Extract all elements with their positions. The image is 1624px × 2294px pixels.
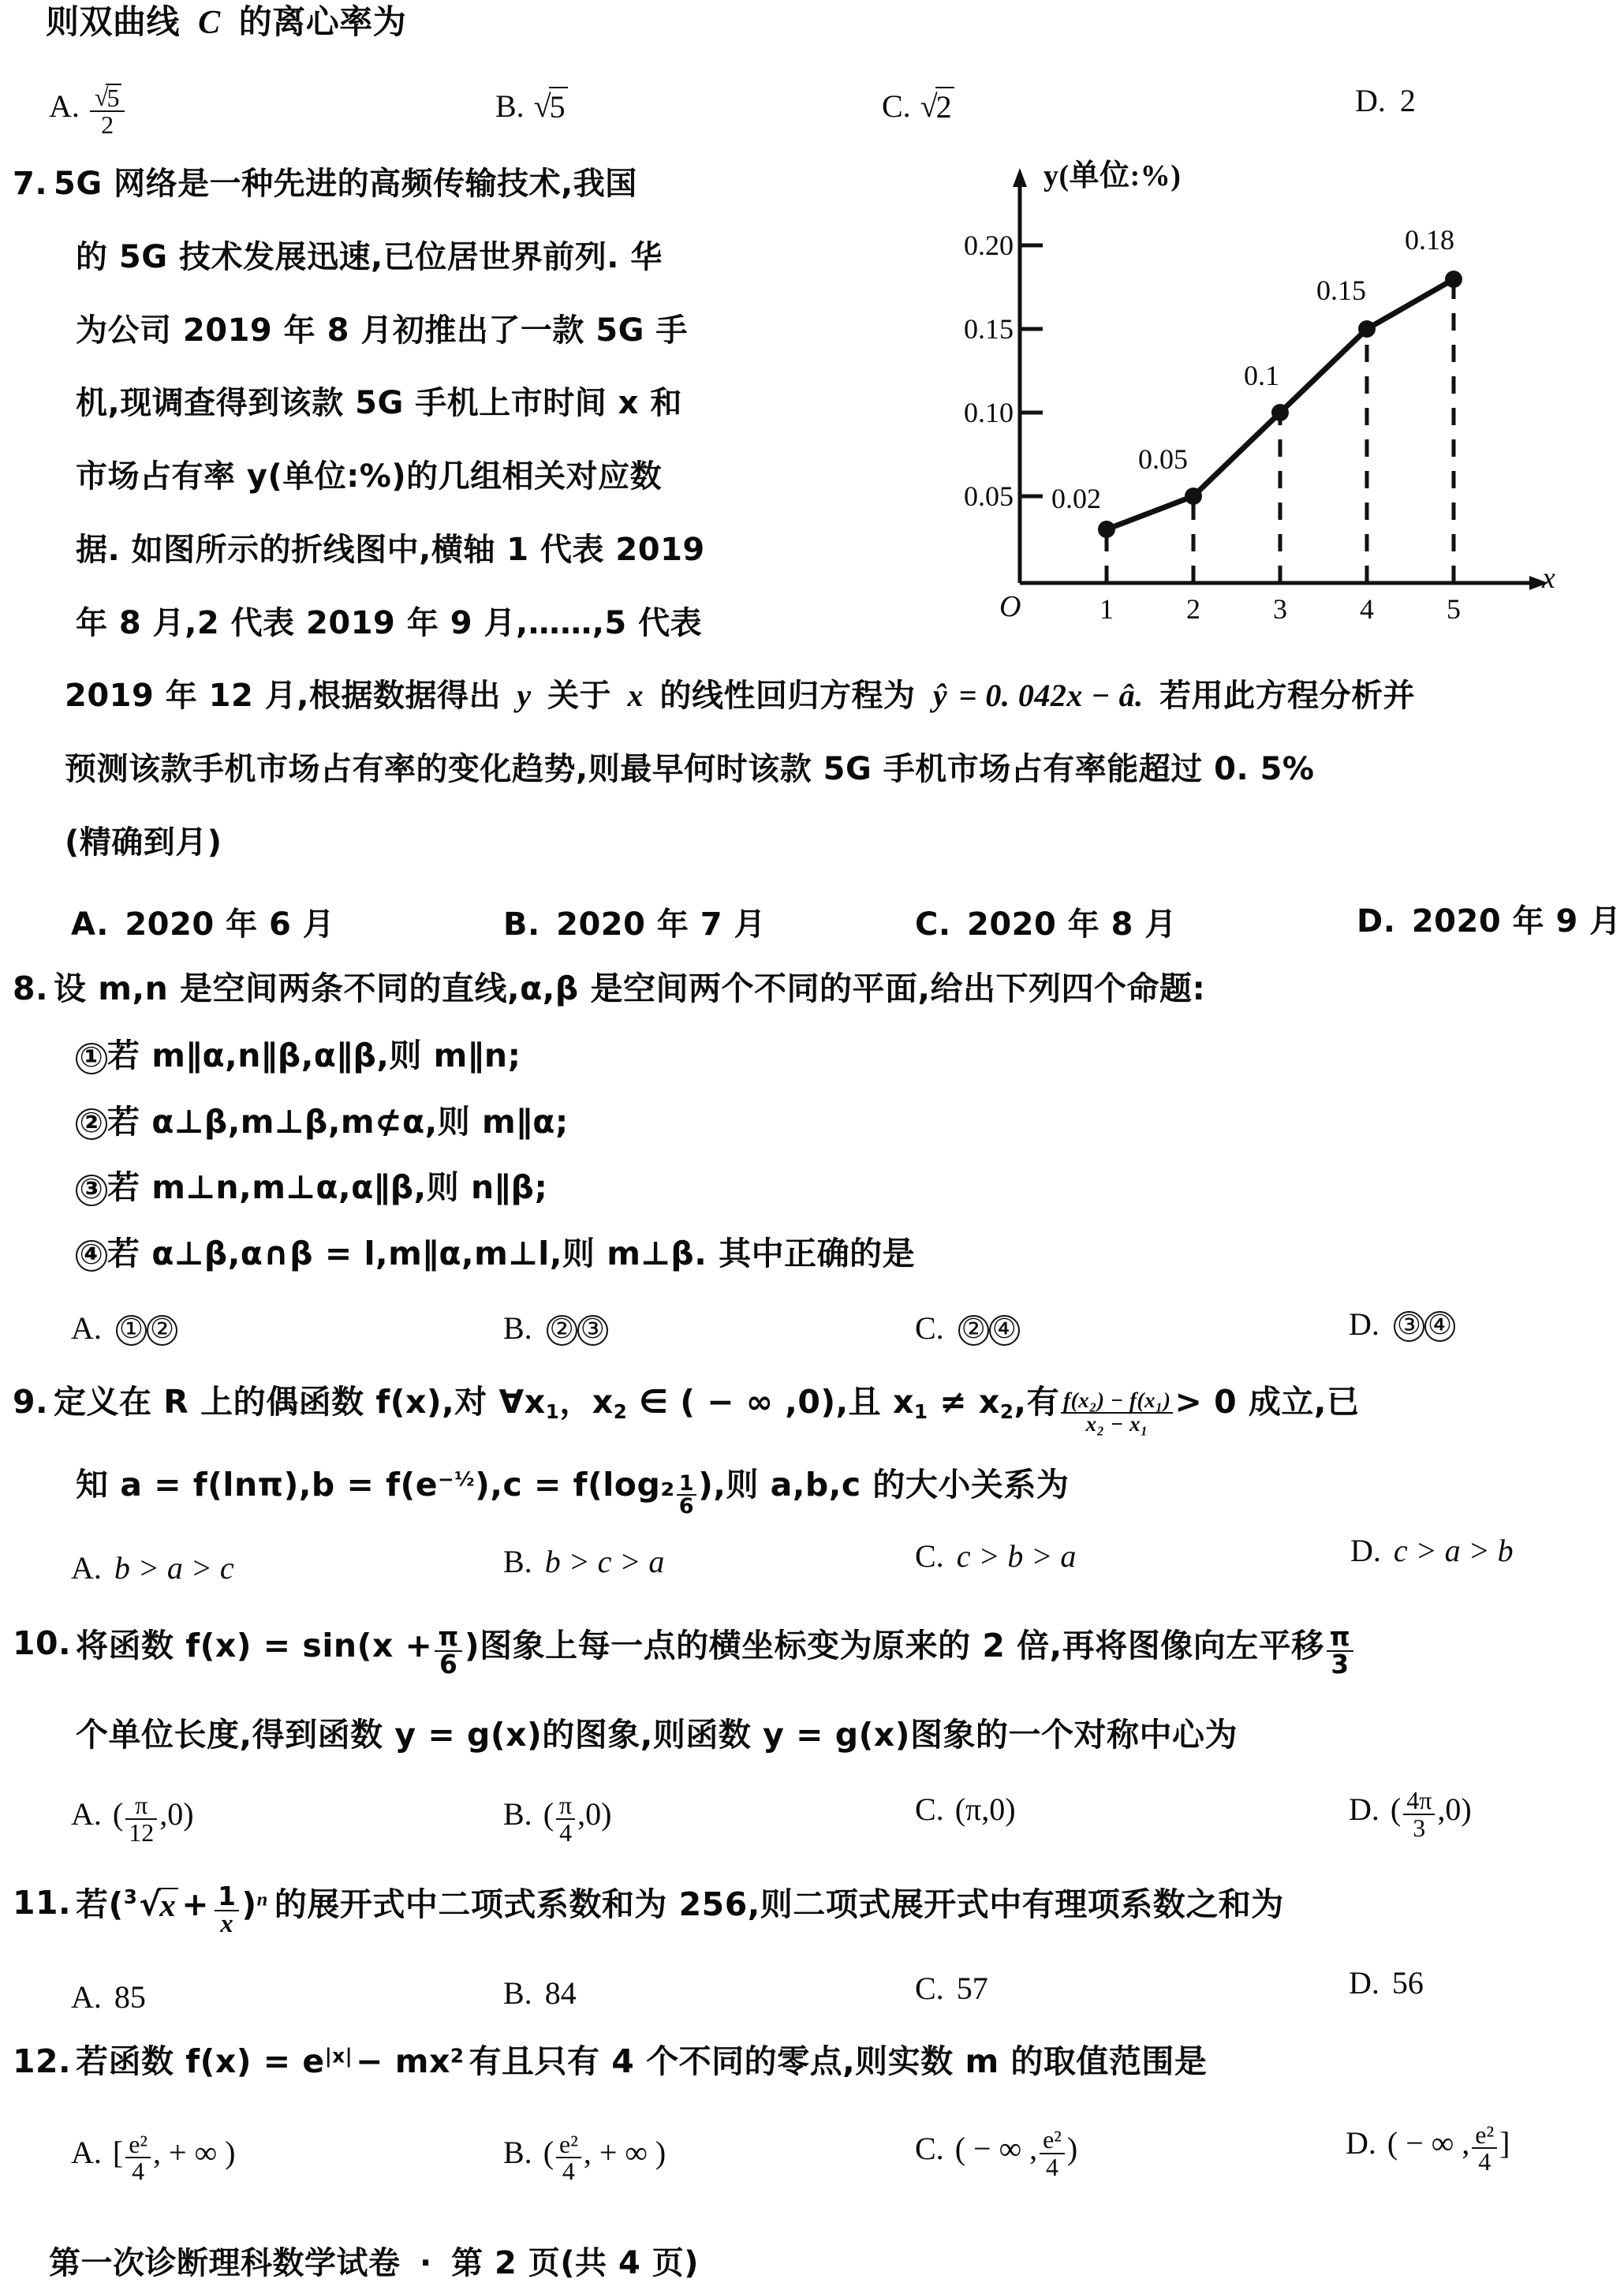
q12-exponent-abs: |x| — [324, 2045, 353, 2068]
q8-proposition-1-mark: ① — [76, 1043, 107, 1074]
q11-line1-b: ) — [241, 1885, 257, 1924]
q10-option-b-fraction — [556, 1792, 575, 1845]
q6-stem-pre: 则双曲线 — [46, 2, 181, 42]
q7-option-d-key: D. — [1357, 902, 1396, 940]
q9-difference-quotient — [1061, 1390, 1173, 1434]
q8-proposition-1 — [76, 1037, 521, 1075]
q11-fraction — [215, 1881, 239, 1939]
q7-regression-equation: = 0. 042x − â. — [958, 678, 1144, 714]
q9-number: 9. — [13, 1382, 49, 1421]
q10-option-c-key: C. — [915, 1791, 944, 1827]
q9-option-b-key: B. — [503, 1544, 532, 1580]
q7-line-7: 年 8 月,2 代表 2019 年 9 月,……,5 代表 — [76, 604, 703, 641]
q10-option-b-den: 4 — [556, 1818, 575, 1846]
q9-option-d-key: D. — [1350, 1533, 1381, 1569]
q7-option-d-text: 2020 年 9 月 — [1411, 902, 1622, 940]
q10-option-a-den: 12 — [125, 1818, 157, 1846]
q10-line-2: 个单位长度,得到函数 y = g(x)的图象,则函数 y = g(x)图象的一个对称中心为 — [76, 1715, 1238, 1754]
q8-option-c[interactable] — [915, 1310, 1020, 1347]
q12-option-c-open: ( − ∞ , — [954, 2130, 1038, 2166]
chart-point-label-2: 0.05 — [1138, 443, 1188, 476]
q9-line1-b: ，x — [559, 1382, 614, 1421]
footer-page-number: 第 2 页(共 4 页) — [451, 2245, 700, 2282]
q7-line8-d: 若用此方程分析并 — [1159, 678, 1416, 715]
q7-line-6: 据. 如图所示的折线图中,横轴 1 代表 2019 — [76, 531, 705, 568]
q9-line1-tail: > 0 成立,已 — [1174, 1382, 1360, 1421]
q10-option-d[interactable]: D. ( $\frac{4\pi}{3}$ ,0) — [1349, 1785, 1472, 1842]
q7-line-3: 为公司 2019 年 8 月初推出了一款 5G 手 — [76, 312, 688, 349]
q12-line-1 — [76, 2042, 1208, 2081]
q10-option-d-den: 3 — [1403, 1814, 1435, 1841]
chart-x-axis-title: x — [1542, 562, 1555, 596]
q12-option-c-rest: ) — [1066, 2130, 1078, 2166]
q7-option-a-text: 2020 年 6 月 — [125, 906, 335, 943]
q8-proposition-4-text: 若 α⊥β,α∩β = l,m∥α,m⊥l,则 m⊥β. 其中正确的是 — [106, 1234, 916, 1272]
q12-option-a[interactable] — [71, 2129, 236, 2187]
q11-line-1 — [76, 1881, 1284, 1941]
q6-option-a-den: 2 — [90, 110, 125, 138]
q9-log-num: 1 — [678, 1471, 695, 1496]
q12-exponent-2: 2 — [450, 2045, 465, 2068]
q11-frac-num: 1 — [218, 1881, 237, 1911]
q7-line-1: 5G 网络是一种先进的高频传输技术,我国 — [54, 166, 637, 203]
q8-option-b-key: B. — [503, 1310, 532, 1346]
q7-option-c[interactable] — [915, 899, 1177, 944]
q8-proposition-2 — [76, 1102, 569, 1141]
q11-option-a[interactable] — [71, 1978, 146, 2016]
q11-option-b-key: B. — [503, 1975, 532, 2012]
chart-y-axis-arrow — [1013, 168, 1027, 187]
q12-option-a-key: A. — [71, 2135, 102, 2171]
q9-option-b[interactable] — [503, 1543, 664, 1580]
q11-radical-index: 3 — [123, 1885, 138, 1908]
q10-option-a-fraction — [125, 1792, 157, 1845]
q11-radicand: x — [159, 1888, 178, 1922]
q8-option-a[interactable] — [71, 1310, 177, 1347]
q10-option-a-num: π — [135, 1791, 148, 1820]
q12-number: 12. — [13, 2042, 72, 2081]
q12-option-a-fraction — [125, 2131, 151, 2184]
q9-option-b-text: b > c > a — [544, 1544, 665, 1580]
q8-option-c-key: C. — [915, 1310, 944, 1346]
q7-line-2: 的 5G 技术发展迅速,已位居世界前列. 华 — [76, 238, 663, 275]
q8-proposition-1-text: 若 m∥α,n∥β,α∥β,则 m∥n; — [106, 1037, 521, 1075]
chart-ytick-label-1: 0.05 — [964, 480, 1014, 513]
chart-xtick-label-3: 3 — [1273, 593, 1287, 626]
q8-option-d-mark-2: ④ — [1424, 1311, 1455, 1342]
q12-option-c-key: C. — [915, 2130, 944, 2166]
q12-option-a-den: 4 — [125, 2157, 151, 2184]
q10-option-c-second: 0 — [989, 1791, 1006, 1827]
q7-regression-yhat: ŷ — [932, 678, 948, 714]
q9-line2-a: 知 a = f(lnπ),b = f(e — [76, 1465, 439, 1504]
q11-number: 11. — [13, 1884, 72, 1922]
q9-option-c-key: C. — [915, 1537, 944, 1574]
q9-line2-exp: −½ — [438, 1467, 476, 1491]
q12-option-a-num: e² — [129, 2129, 148, 2158]
q7-line-4: 机,现调查得到该款 5G 手机上市时间 x 和 — [76, 385, 682, 422]
q6-option-c-radicand: 2 — [935, 87, 954, 125]
q12-option-b-num: e² — [559, 2129, 578, 2158]
q12-option-c[interactable] — [915, 2125, 1078, 2183]
q9-line2-c: ),则 a,b,c 的大小关系为 — [698, 1465, 1070, 1504]
q7-line-9: 预测该款手机市场占有率的变化趋势,则最早何时该款 5G 手机市场占有率能超过 0. 5% — [65, 750, 1315, 787]
q6-option-a-radicand: 5 — [106, 84, 121, 111]
chart-point-label-3: 0.1 — [1244, 360, 1279, 392]
q12-option-b-fraction — [556, 2131, 581, 2184]
q7-option-a[interactable] — [71, 899, 334, 944]
q11-frac-den: x — [215, 1910, 239, 1937]
q6-option-a-key: A. — [49, 88, 80, 125]
q12-option-d-key: D. — [1346, 2125, 1376, 2161]
q9-dq-numerator: f(x₂) − f(x₁) — [1063, 1388, 1171, 1413]
q6-stem — [46, 2, 407, 42]
chart-origin-label: O — [999, 590, 1021, 624]
q9-log-argument — [677, 1473, 696, 1517]
q7-option-c-key: C. — [915, 906, 951, 943]
q8-option-d[interactable] — [1349, 1306, 1455, 1343]
q11-option-a-key: A. — [71, 1979, 102, 2015]
chart-xtick-label-5: 5 — [1447, 593, 1461, 626]
q7-line8-a: 2019 年 12 月,根据数据得出 — [65, 678, 501, 715]
q12-option-d[interactable] — [1346, 2120, 1510, 2177]
chart-point-3 — [1271, 404, 1289, 421]
q12-option-a-rest: , + ∞ ) — [153, 2135, 236, 2171]
q10-option-b-key: B. — [503, 1796, 532, 1833]
q11-option-d-key: D. — [1349, 1965, 1379, 2001]
q7-option-b[interactable] — [503, 899, 766, 944]
q7-line-chart — [935, 157, 1581, 626]
q12-option-d-fraction — [1472, 2122, 1497, 2175]
q12-line1-a: 若函数 f(x) = e — [76, 2042, 325, 2081]
q12-line1-c: 有且只有 4 个不同的零点,则实数 m 的取值范围是 — [469, 2042, 1208, 2081]
q9-line-2 — [76, 1465, 1070, 1519]
chart-ytick-label-4: 0.20 — [964, 230, 1014, 262]
q10-line1-b: )图象上每一点的横坐标变为原来的 2 倍,再将图像向左平移 — [464, 1626, 1324, 1664]
chart-xtick-label-2: 2 — [1186, 593, 1200, 626]
chart-point-4 — [1358, 320, 1376, 338]
chart-point-label-5: 0.18 — [1405, 224, 1454, 256]
q8-option-b-mark-2: ③ — [577, 1315, 608, 1346]
q8-proposition-3-text: 若 m⊥n,m⊥α,α∥β,则 n∥β; — [106, 1168, 548, 1207]
footer-title: 第一次诊断理科数学试卷 — [49, 2245, 401, 2282]
q8-option-a-mark-2: ② — [147, 1315, 177, 1346]
q11-option-b-text: 84 — [544, 1975, 577, 2012]
q10-option-a-second: 0 — [167, 1796, 184, 1833]
q7-option-c-text: 2020 年 8 月 — [967, 906, 1177, 943]
q10-option-b[interactable]: B. ( $\frac{\pi}{4}$ ,0) — [503, 1791, 612, 1847]
q10-option-a-key: A. — [71, 1796, 102, 1833]
chart-ytick-label-2: 0.10 — [964, 397, 1014, 429]
q6-option-c-key: C. — [882, 88, 911, 125]
q9-option-d[interactable] — [1350, 1532, 1514, 1569]
q7-line8-c: 的线性回归方程为 — [659, 678, 916, 715]
q12-option-b-rest: , + ∞ ) — [583, 2135, 666, 2171]
q10-phase-den: 6 — [435, 1650, 461, 1678]
q7-number-label: 7. — [13, 166, 48, 203]
q11-option-d-text: 56 — [1391, 1965, 1424, 2001]
q11-option-d[interactable] — [1349, 1964, 1424, 2001]
q7-line8-x: x — [627, 678, 644, 714]
q10-option-c[interactable]: C. (π,0) — [915, 1791, 1016, 1827]
q9-line-1: 定义在 R 上的偶函数 f(x),对 $\forall x_1$，$x_2$ ∈ ( − ∞ ,0),且 $x_1 \ne x_2$,有 $\frac{\text{f(x₂) − f(x₁)}}{\text{x₂ − x₁}}$ > 0 成立,已 — [54, 1382, 1360, 1436]
footer-separator: · — [419, 2245, 432, 2282]
q9-line1-c: ∈ ( − ∞ ,0),且 x — [627, 1382, 914, 1421]
q7-line8-b: 关于 — [547, 678, 612, 715]
q8-proposition-2-text: 若 α⊥β,m⊥β,m⊄α,则 m∥α; — [106, 1102, 569, 1141]
q7-option-d[interactable] — [1357, 896, 1622, 941]
q9-option-a-text: b > a > c — [114, 1549, 234, 1586]
q7-number — [13, 166, 48, 203]
q9-log-den: 6 — [677, 1494, 696, 1517]
q6-option-c[interactable]: C. √2 — [882, 86, 954, 125]
q8-proposition-3 — [76, 1168, 548, 1207]
q8-proposition-4-mark: ④ — [76, 1240, 107, 1272]
q10-option-a[interactable]: A. ( $\frac{\pi}{12}$ ,0) — [71, 1791, 194, 1847]
q12-option-a-open: [ — [112, 2135, 124, 2171]
q10-shift-num: π — [1329, 1621, 1351, 1652]
q10-option-d-second: 0 — [1445, 1791, 1462, 1827]
q9-option-d-text: c > a > b — [1393, 1533, 1514, 1569]
q6-stem-post: 的离心率为 — [238, 2, 407, 42]
q8-option-a-key: A. — [71, 1310, 102, 1346]
q8-proposition-4 — [76, 1234, 916, 1272]
q12-option-b-key: B. — [503, 2135, 532, 2171]
q8-option-d-key: D. — [1349, 1306, 1379, 1342]
chart-xtick-label-4: 4 — [1360, 593, 1374, 626]
q10-option-b-second: 0 — [585, 1796, 602, 1833]
q12-option-d-open: ( − ∞ , — [1387, 2125, 1470, 2161]
q7-line-5: 市场占有率 y(单位:%)的几组相关对应数 — [76, 458, 663, 495]
chart-ytick-label-3: 0.15 — [964, 313, 1014, 346]
q8-option-c-mark-2: ④ — [989, 1315, 1020, 1346]
q10-shift-fraction — [1327, 1621, 1353, 1680]
q8-proposition-3-mark: ③ — [76, 1175, 107, 1206]
q8-proposition-2-mark: ② — [76, 1108, 107, 1140]
q9-line1-a: 定义在 R 上的偶函数 f(x),对 ∀x — [54, 1382, 546, 1421]
q9-line1-e: ,有 — [1014, 1382, 1060, 1421]
q11-line1-a: 若( — [76, 1885, 124, 1924]
chart-y-axis-title: y(单位:%) — [1043, 159, 1182, 193]
q10-option-b-num: π — [559, 1791, 573, 1820]
q6-option-b-key: B. — [495, 88, 525, 125]
q8-option-d-mark-1: ③ — [1394, 1311, 1424, 1342]
q9-dq-denominator: x₂ − x₁ — [1061, 1412, 1173, 1435]
q11-option-a-text: 85 — [114, 1979, 146, 2015]
q12-option-b-open: ( — [543, 2135, 554, 2171]
q9-line2-b: ),c = f(log₂ — [475, 1465, 675, 1504]
q8-option-b[interactable] — [503, 1310, 608, 1347]
q12-option-d-num: e² — [1475, 2120, 1495, 2149]
q6-option-b-radicand: 5 — [549, 87, 568, 125]
chart-xtick-label-1: 1 — [1099, 593, 1114, 626]
chart-point-2 — [1185, 488, 1202, 505]
q10-option-d-key: D. — [1349, 1791, 1379, 1827]
q6-option-d-key: D. — [1355, 82, 1386, 118]
q9-option-c-text: c > b > a — [956, 1537, 1077, 1574]
q12-option-b-den: 4 — [556, 2157, 581, 2184]
q12-option-d-den: 4 — [1472, 2147, 1497, 2175]
q8-number: 8. — [13, 970, 49, 1008]
q11-option-c-key: C. — [915, 1970, 944, 2006]
q11-cube-root: √x — [137, 1887, 178, 1921]
q6-option-a[interactable] — [49, 83, 127, 140]
q11-plus: + — [181, 1885, 210, 1924]
q7-line-10: (精确到月) — [65, 824, 222, 861]
q12-option-c-fraction — [1040, 2127, 1065, 2180]
q11-option-c-text: 57 — [956, 1970, 988, 2006]
q10-option-c-first: π — [965, 1791, 982, 1827]
q11-option-c[interactable] — [915, 1970, 988, 2007]
q7-option-b-text: 2020 年 7 月 — [556, 906, 767, 943]
q10-shift-den: 3 — [1327, 1650, 1353, 1678]
chart-point-label-4: 0.15 — [1316, 275, 1366, 307]
q6-option-d-value: 2 — [1399, 82, 1416, 118]
q10-phase-num: π — [438, 1621, 459, 1652]
q9-option-a[interactable] — [71, 1549, 234, 1586]
q12-option-d-rest: ] — [1499, 2125, 1510, 2161]
q12-option-b[interactable] — [503, 2129, 666, 2187]
q10-line1-a: 将函数 f(x) = sin(x + — [76, 1626, 433, 1664]
q9-option-a-key: A. — [71, 1549, 102, 1586]
q7-line8-y: y — [517, 678, 532, 714]
q6-option-b[interactable]: B. √5 — [495, 86, 568, 125]
q7-option-b-key: B. — [503, 906, 540, 943]
q10-number: 10. — [13, 1623, 72, 1662]
q12-line1-b: − mx — [356, 2042, 450, 2081]
chart-point-5 — [1445, 271, 1462, 288]
q7-line-8 — [65, 678, 1416, 715]
q10-line-1 — [76, 1621, 1356, 1682]
q6-option-d[interactable] — [1355, 82, 1416, 119]
q9-option-c[interactable] — [915, 1537, 1076, 1575]
q11-line1-c: 的展开式中二项式系数和为 256,则二项式展开式中有理项系数之和为 — [274, 1885, 1284, 1924]
q12-option-c-num: e² — [1043, 2125, 1062, 2154]
chart-point-1 — [1098, 521, 1115, 538]
q12-option-c-den: 4 — [1040, 2153, 1065, 2180]
q6-option-a-value: $\frac{√5}{2}$ — [90, 83, 125, 137]
q8-option-b-mark-1: ② — [547, 1315, 577, 1346]
q11-exponent: n — [256, 1889, 268, 1911]
q9-line1-d: ≠ x — [928, 1382, 1000, 1421]
q11-option-b[interactable] — [503, 1975, 577, 2012]
q8-stem: 设 m,n 是空间两条不同的直线,α,β 是空间两个不同的平面,给出下列四个命题: — [54, 970, 1206, 1008]
q8-option-c-mark-1: ② — [958, 1315, 989, 1346]
q10-option-d-fraction — [1403, 1785, 1435, 1842]
q7-option-a-key: A. — [71, 906, 109, 943]
chart-point-label-1: 0.02 — [1051, 483, 1101, 515]
page-footer — [49, 2238, 699, 2283]
q10-option-d-num: 4π — [1406, 1785, 1432, 1814]
q10-phase-fraction — [435, 1621, 461, 1680]
q6-stem-var: C — [198, 5, 221, 42]
q8-option-a-mark-1: ① — [116, 1315, 147, 1346]
